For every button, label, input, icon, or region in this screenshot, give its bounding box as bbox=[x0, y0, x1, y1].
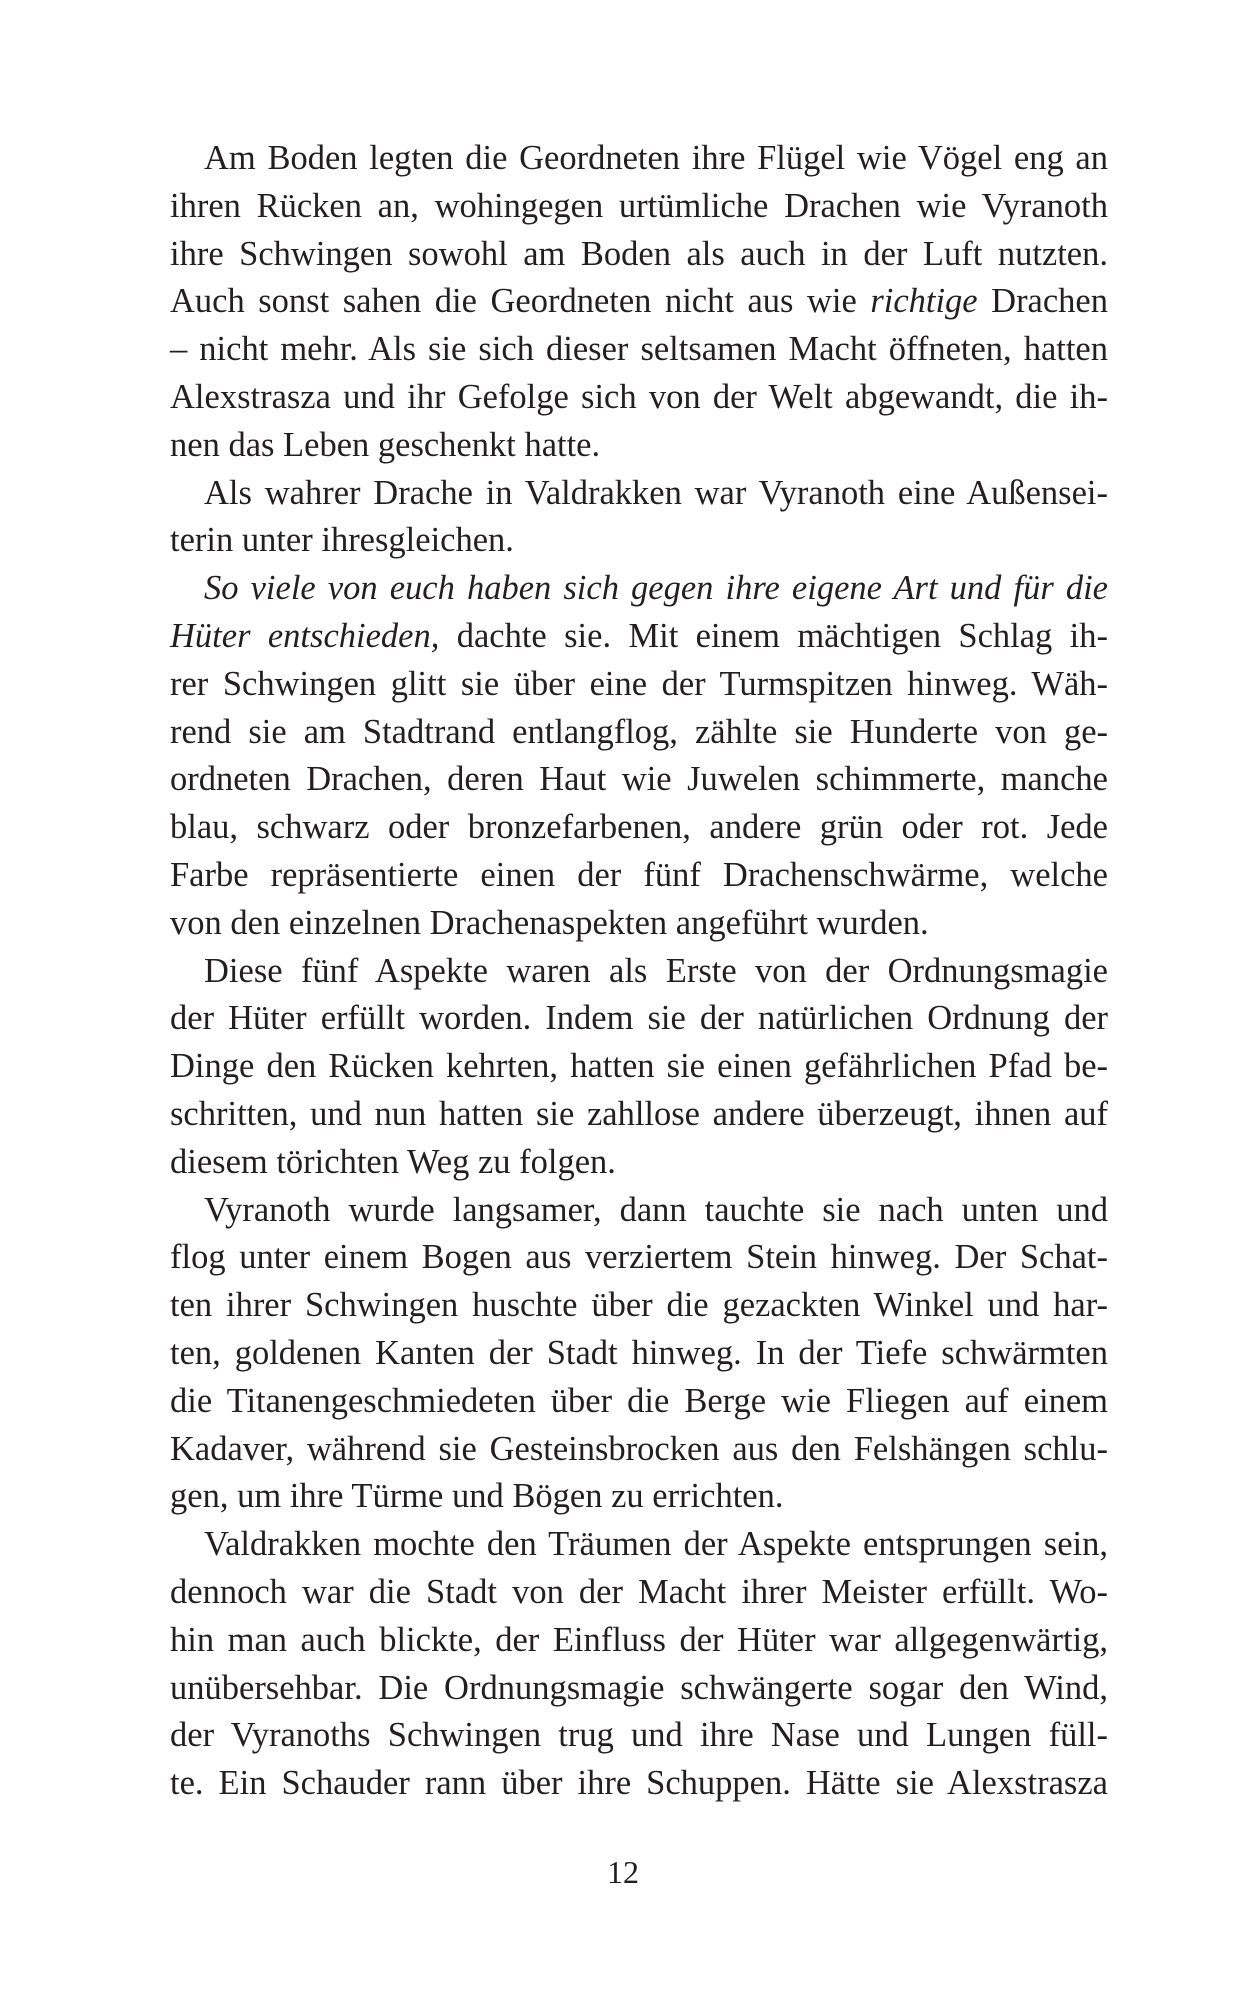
text-line bbox=[170, 1139, 1108, 1187]
text-run: flog unter einem Bogen aus verziertem Stein hinweg. Der Schat- bbox=[170, 1238, 1108, 1277]
text-run: ten, goldenen Kanten der Stadt hinweg. In der Tiefe schwärmten bbox=[170, 1333, 1108, 1372]
paragraph bbox=[170, 1187, 1108, 1522]
text-run: Kadaver, während sie Gesteinsbrocken aus den Felshängen schlu- bbox=[170, 1429, 1108, 1468]
text-run: gen, um ihre Türme und Bögen zu errichten. bbox=[170, 1477, 784, 1516]
text-line bbox=[170, 374, 1108, 422]
text-line bbox=[170, 1330, 1108, 1378]
text-run: dachte sie. Mit einem mächtigen Schlag ih- bbox=[439, 616, 1108, 655]
text-line bbox=[170, 565, 1108, 613]
text-line bbox=[170, 1091, 1108, 1139]
text-run: Alexstrasza und ihr Gefolge sich von der Welt abgewandt, die ih- bbox=[170, 377, 1108, 416]
text-run: ihre Schwingen sowohl am Boden als auch in der Luft nutzten. bbox=[170, 234, 1108, 273]
text-run: rend sie am Stadtrand entlangflog, zählte sie Hunderte von ge- bbox=[170, 712, 1108, 751]
text-run: der Vyranoths Schwingen trug und ihre Nase und Lungen füll- bbox=[170, 1716, 1108, 1755]
text-run: Als wahrer Drache in Valdrakken war Vyranoth eine Außensei- bbox=[204, 473, 1108, 512]
text-line bbox=[170, 422, 1108, 470]
paragraph bbox=[170, 565, 1108, 947]
text-line bbox=[170, 661, 1108, 709]
text-run: rer Schwingen glitt sie über eine der Turmspitzen hinweg. Wäh- bbox=[170, 664, 1108, 703]
text-run: dennoch war die Stadt von der Macht ihrer Meister erfüllt. Wo- bbox=[170, 1572, 1108, 1611]
text-line bbox=[170, 756, 1108, 804]
text-run: Diese fünf Aspekte waren als Erste von der Ordnungsmagie bbox=[204, 951, 1108, 990]
text-run: Drachen bbox=[977, 282, 1108, 321]
text-line bbox=[170, 1473, 1108, 1521]
text-line bbox=[170, 1282, 1108, 1330]
text-line bbox=[170, 183, 1108, 231]
text-line bbox=[170, 995, 1108, 1043]
text-line bbox=[170, 1187, 1108, 1235]
text-line bbox=[170, 231, 1108, 279]
text-run: schritten, und nun hatten sie zahllose andere überzeugt, ihnen auf bbox=[170, 1094, 1108, 1133]
text-line bbox=[170, 135, 1108, 183]
text-run: diesem törichten Weg zu folgen. bbox=[170, 1142, 616, 1181]
text-run: die Titanengeschmiedeten über die Berge wie Fliegen auf einem bbox=[170, 1381, 1108, 1420]
page-number: 12 bbox=[607, 1854, 639, 1890]
text-line bbox=[170, 1617, 1108, 1665]
text-run: ordneten Drachen, deren Haut wie Juwelen schimmerte, manche bbox=[170, 760, 1108, 799]
text-line bbox=[170, 470, 1108, 518]
text-run: – nicht mehr. Als sie sich dieser seltsamen Macht öffneten, hatten bbox=[170, 330, 1108, 369]
text-line bbox=[170, 852, 1108, 900]
text-run: blau, schwarz oder bronzefarbenen, andere grün oder rot. Jede bbox=[170, 808, 1108, 847]
paragraph bbox=[170, 135, 1108, 470]
text-run: Vyranoth wurde langsamer, dann tauchte sie nach unten und bbox=[204, 1190, 1108, 1229]
text-line bbox=[170, 1712, 1108, 1760]
paragraph bbox=[170, 948, 1108, 1187]
text-line bbox=[170, 1234, 1108, 1282]
text-run: nen das Leben geschenkt hatte. bbox=[170, 425, 601, 464]
paragraph bbox=[170, 1521, 1108, 1808]
text-line bbox=[170, 1043, 1108, 1091]
text-line bbox=[170, 804, 1108, 852]
text-run: hin man auch blickte, der Einfluss der Hüter war allgegenwärtig, bbox=[170, 1620, 1108, 1659]
text-run: Am Boden legten die Geordneten ihre Flügel wie Vögel eng an bbox=[204, 139, 1108, 177]
text-line bbox=[170, 948, 1108, 996]
text-run: unübersehbar. Die Ordnungsmagie schwängerte sogar den Wind, bbox=[170, 1668, 1108, 1707]
text-line bbox=[170, 613, 1108, 661]
text-line bbox=[170, 517, 1108, 565]
text-line bbox=[170, 1426, 1108, 1474]
italic-text: So viele von euch haben sich gegen ihre eigene Art und für die bbox=[204, 569, 1108, 608]
text-line bbox=[170, 709, 1108, 757]
text-run: ihren Rücken an, wohingegen urtümliche Drachen wie Vyranoth bbox=[170, 186, 1108, 225]
text-run: von den einzelnen Drachenaspekten angeführt wurden. bbox=[170, 903, 929, 942]
text-run: Dinge den Rücken kehrten, hatten sie einen gefährlichen Pfad be- bbox=[170, 1047, 1108, 1086]
text-line bbox=[170, 1521, 1108, 1569]
paragraph bbox=[170, 470, 1108, 566]
text-line bbox=[170, 278, 1108, 326]
italic-text: richtige bbox=[870, 282, 978, 321]
text-line bbox=[170, 1760, 1108, 1808]
text-line bbox=[170, 326, 1108, 374]
text-run: Valdrakken mochte den Träumen der Aspekte entsprungen sein, bbox=[204, 1525, 1108, 1564]
text-run: ten ihrer Schwingen huschte über die gezackten Winkel und har- bbox=[170, 1286, 1108, 1325]
text-line bbox=[170, 900, 1108, 948]
italic-text: Hüter entschieden, bbox=[170, 616, 440, 655]
text-run: te. Ein Schauder rann über ihre Schuppen. Hätte sie Alexstrasza bbox=[170, 1764, 1108, 1803]
text-line bbox=[170, 1665, 1108, 1713]
body-text bbox=[170, 135, 1108, 1808]
text-run: der Hüter erfüllt worden. Indem sie der natürlichen Ordnung der bbox=[170, 999, 1108, 1038]
text-line bbox=[170, 1378, 1108, 1426]
text-run: terin unter ihresgleichen. bbox=[170, 521, 514, 560]
text-run: Farbe repräsentierte einen der fünf Drachenschwärme, welche bbox=[170, 855, 1108, 894]
text-run: Auch sonst sahen die Geordneten nicht aus wie bbox=[170, 282, 871, 321]
text-line bbox=[170, 1569, 1108, 1617]
